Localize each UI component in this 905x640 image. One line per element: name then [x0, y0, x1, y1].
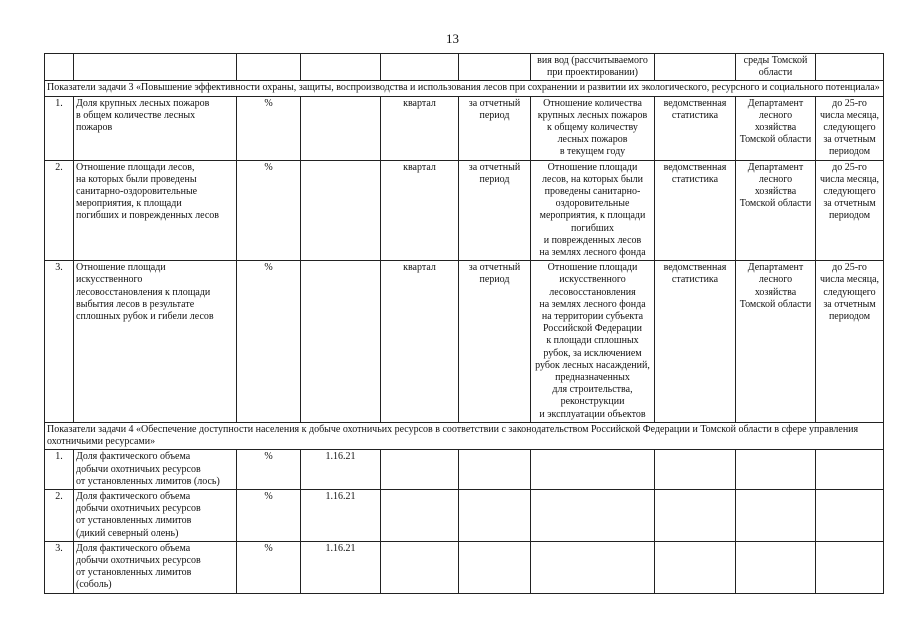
method-cell	[531, 541, 655, 593]
periodicity-cell	[381, 489, 459, 541]
name-cell: Доля фактического объема добычи охотничьих ресурсов от установленных лимитов (соболь)	[74, 541, 237, 593]
period-cell: за отчетный период	[459, 96, 531, 160]
periodicity-cell	[381, 450, 459, 490]
periodicity-cell: квартал	[381, 160, 459, 261]
code-cell	[301, 160, 381, 261]
source-cell: ведомственная статистика	[655, 96, 736, 160]
deadline-cell: до 25-го числа месяца, следующего за отчетным периодом	[816, 160, 884, 261]
code-cell	[301, 96, 381, 160]
code-cell: 1.16.21	[301, 489, 381, 541]
unit-cell: %	[237, 160, 301, 261]
table-row	[45, 489, 884, 541]
name-cell: Доля крупных лесных пожаров в общем количестве лесных пожаров	[74, 96, 237, 160]
responsible-cell	[736, 541, 816, 593]
method-cell	[531, 489, 655, 541]
method-cell: Отношение количества крупных лесных пожаров к общему количеству лесных пожаров в текущем году	[531, 96, 655, 160]
code-cell	[301, 261, 381, 423]
name-cell: Доля фактического объема добычи охотничьих ресурсов от установленных лимитов (дикий северный олень)	[74, 489, 237, 541]
deadline-cell	[816, 450, 884, 490]
table-row	[45, 541, 884, 593]
source-cell	[655, 489, 736, 541]
num-cell: 3.	[45, 261, 74, 423]
periodicity-cell: квартал	[381, 261, 459, 423]
num-cell: 3.	[45, 541, 74, 593]
unit-cell: %	[237, 261, 301, 423]
period-cell	[459, 450, 531, 490]
method-cell: Отношение площади искусственного лесовосстановления на землях лесного фонда на территории субъекта Российской Федерации к площади сплошных рубок, за исключением рубок лесных насаждений, предназначенных для строительства, реконструкции и эксплуатации объектов	[531, 261, 655, 423]
responsible-cell	[736, 489, 816, 541]
code-cell: 1.16.21	[301, 450, 381, 490]
period-cell: за отчетный период	[459, 261, 531, 423]
num-cell: 2.	[45, 160, 74, 261]
periodicity-cell: квартал	[381, 96, 459, 160]
responsible-cell: Департамент лесного хозяйства Томской области	[736, 96, 816, 160]
responsible-cell: Департамент лесного хозяйства Томской области	[736, 261, 816, 423]
unit-cell: %	[237, 450, 301, 490]
code-cell: 1.16.21	[301, 541, 381, 593]
deadline-cell: до 25-го числа месяца, следующего за отчетным периодом	[816, 96, 884, 160]
source-cell: ведомственная статистика	[655, 160, 736, 261]
section-title: Показатели задачи 3 «Повышение эффективности охраны, защиты, воспроизводства и использования лесов при сохранении и развитии их экологического, ресурсного и социального потенциала»	[45, 81, 884, 96]
num-cell: 1.	[45, 450, 74, 490]
section-header-row	[45, 422, 884, 449]
name-cell: Отношение площади лесов, на которых были проведены санитарно-оздоровительные мероприятия, к площади погибших и поврежденных лесов	[74, 160, 237, 261]
deadline-cell: до 25-го числа месяца, следующего за отчетным периодом	[816, 261, 884, 423]
deadline-cell	[816, 541, 884, 593]
responsible-cell: среды Томской области	[736, 54, 816, 81]
table-row	[45, 96, 884, 160]
table-row	[45, 450, 884, 490]
name-cell: Отношение площади искусственного лесовосстановления к площади выбытия лесов в результате сплошных рубок и гибели лесов	[74, 261, 237, 423]
period-cell	[459, 489, 531, 541]
table-row	[45, 261, 884, 423]
unit-cell: %	[237, 541, 301, 593]
period-cell	[459, 541, 531, 593]
period-cell: за отчетный период	[459, 160, 531, 261]
responsible-cell: Департамент лесного хозяйства Томской области	[736, 160, 816, 261]
method-cell: Отношение площади лесов, на которых были проведены санитарно- оздоровительные мероприятия, к площади погибших и поврежденных лесов на землях лесного фонда	[531, 160, 655, 261]
continuation-row	[45, 54, 884, 81]
deadline-cell	[816, 489, 884, 541]
section-title: Показатели задачи 4 «Обеспечение доступности населения к добыче охотничьих ресурсов в соответствии с законодательством Российской Федерации и Томской области в сфере управления охотничьими ресурсами»	[45, 422, 884, 449]
unit-cell: %	[237, 96, 301, 160]
num-cell: 1.	[45, 96, 74, 160]
source-cell	[655, 541, 736, 593]
section-header-row	[45, 81, 884, 96]
method-cell	[531, 450, 655, 490]
method-cell: вия вод (рассчитываемого при проектировании)	[531, 54, 655, 81]
indicators-table	[44, 53, 884, 594]
responsible-cell	[736, 450, 816, 490]
periodicity-cell	[381, 541, 459, 593]
table-row	[45, 160, 884, 261]
unit-cell: %	[237, 489, 301, 541]
name-cell: Доля фактического объема добычи охотничьих ресурсов от установленных лимитов (лось)	[74, 450, 237, 490]
page-number: 13	[446, 31, 459, 46]
source-cell: ведомственная статистика	[655, 261, 736, 423]
num-cell: 2.	[45, 489, 74, 541]
source-cell	[655, 450, 736, 490]
